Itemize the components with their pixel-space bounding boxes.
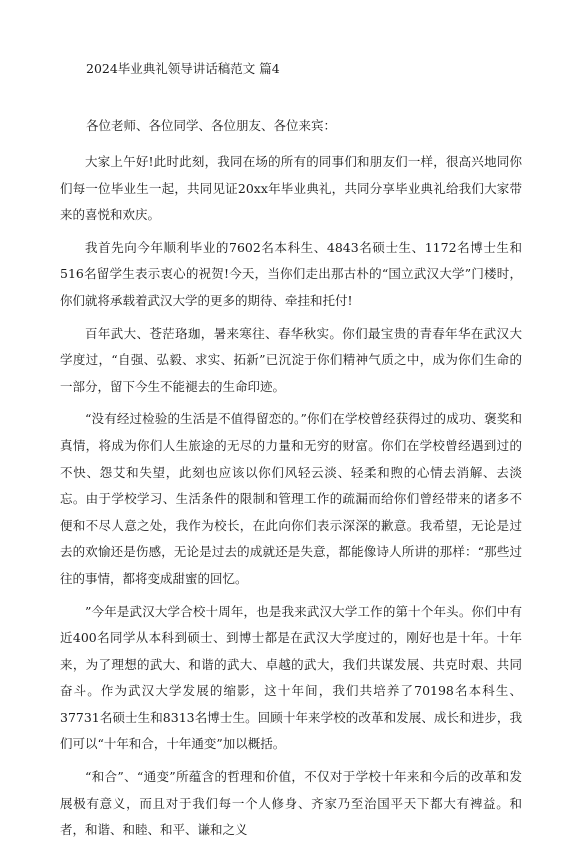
paragraph-reflection: “没有经过检验的生活是不值得留恋的。”你们在学校曾经获得过的成功、褒奖和真情，将成为你们人生旅途的无尽的力量和无穷的财富。你们在学校曾经遇到过的不快、怨艾和失望，此刻也应该以你们风轻云淡、轻柔和煦的心情去消解、去淡忘。由于学校学习、生活条件的限制和管理工作的疏漏而给你们曾经带来的诸多不便和不尽人意之处，我作为校长，在此向你们表示深深的歉意。我希望，无论是过去的欢愉还是伤感，无论是过去的成就还是失意，都能像诗人所讲的那样：“那些过往的事情，都将变成甜蜜的回忆。 (60, 411, 522, 586)
paragraph-congratulations: 我首先向今年顺利毕业的7602名本科生、4843名硕士生、1172名博士生和516名留学生表示衷心的祝贺!今天，当你们走出那古朴的“国立武汉大学”门楼时，你们就将承载着武汉大学的更多的期待、牵挂和托付! (60, 239, 522, 308)
document-title: 2024毕业典礼领导讲话稿范文 篇4 (86, 61, 280, 76)
paragraph-harmony: “和合”、“通变”所蕴含的哲理和价值，不仅对于学校十年来和今后的改革和发展极有意义，而且对于我们每一个人修身、齐家乃至治国平天下都大有裨益。和者，和谐、和睦、和平、谦和之义 (60, 769, 522, 838)
paragraph-motto: 百年武大、苍茫珞珈，暑来寒往、春华秋实。你们最宝贵的青春年华在武汉大学度过，“自强、弘毅、求实、拓新”已沉淀于你们精神气质之中，成为你们生命的一部分，留下今生不能褪去的生命印迹。 (60, 325, 522, 394)
paragraph-greeting: 大家上午好!此时此刻，我同在场的所有的同事们和朋友们一样，很高兴地同你们每一位毕业生一起，共同见证20xx年毕业典礼，共同分享毕业典礼给我们大家带来的喜悦和欢庆。 (60, 154, 522, 223)
paragraph-tenth-anniversary: ”今年是武汉大学合校十周年，也是我来武汉大学工作的第十个年头。你们中有近400名同学从本科到硕士、到博士都是在武汉大学度过的，刚好也是十年。十年来，为了理想的武大、和谐的武大、卓越的武大，我们共谋发展、共克时艰、共同奋斗。作为武汉大学发展的缩影，这十年间，我们共培养了70198名本科生、37731名硕士生和8313名博士生。回顾十年来学校的改革和发展、成长和进步，我们可以“十年和合，十年通变”加以概括。 (60, 603, 522, 752)
document-body (60, 149, 522, 844)
salutation-line: 各位老师、各位同学、各位朋友、各位来宾： (86, 118, 337, 133)
